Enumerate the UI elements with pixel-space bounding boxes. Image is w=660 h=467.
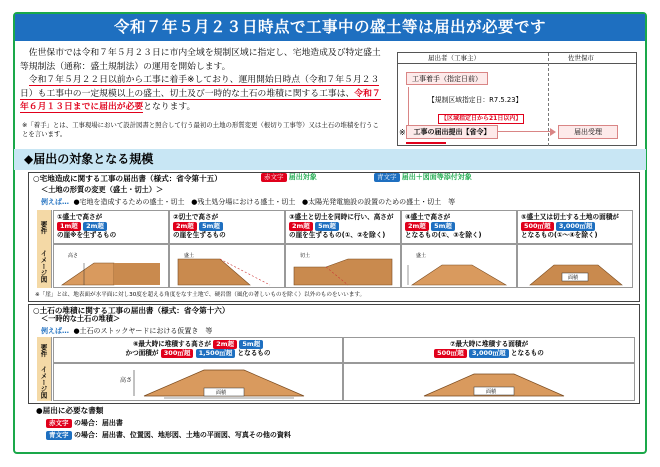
earthwork-label: 盛土 xyxy=(184,253,195,259)
docs-red-text: の場合：届出書 xyxy=(73,419,123,427)
image-cell-1 xyxy=(53,244,169,288)
stockpile-diagram-6 xyxy=(54,364,342,400)
img6-area-label: 面積 xyxy=(216,390,227,396)
earthwork-label: 切土 xyxy=(300,253,311,259)
req7-tail: となるもの xyxy=(510,349,544,357)
req-cell-7 xyxy=(343,337,635,363)
req7-line2 xyxy=(347,349,631,358)
legend-blue xyxy=(374,172,472,182)
form15-panel xyxy=(28,172,640,302)
flow-step-submit: 工事の届出提出【省令】 xyxy=(406,125,498,139)
req-blue-tag: 2m超 xyxy=(83,222,107,231)
row-label-requirement: 要件 xyxy=(37,210,52,244)
intro-p2-lead: 令和７年５月２２日以前から工事に着手※しており、運用開始日時点（令和７年５月２３日）も工事中の一定規模以上の盛土、切土及び一時的な土石の堆積に関する工事は、 xyxy=(20,75,380,99)
req6-tail: となるもの xyxy=(237,349,271,357)
req-cell-2 xyxy=(169,210,285,244)
earthwork-diagram-5 xyxy=(518,245,632,287)
req6-red-height: 2m超 xyxy=(213,340,237,349)
form16-subheading: ＜一時的な土石の堆積＞ xyxy=(41,314,121,323)
earthwork-diagram-4 xyxy=(402,245,516,287)
req-text: ②切土で高さが xyxy=(173,213,219,221)
flow-step-receive: 届出受理 xyxy=(558,125,618,139)
req-tags xyxy=(173,222,281,231)
req7-red: 500㎡超 xyxy=(434,349,467,358)
img7-area-label: 面積 xyxy=(486,389,497,395)
form15-subheading: ＜土地の形質の変更（盛土・切土）＞ xyxy=(41,185,164,194)
req-cell-6 xyxy=(53,337,343,363)
req-tags xyxy=(405,222,513,231)
example-1: ●宅地を造成するための盛土・切土 xyxy=(73,198,185,206)
req-text: ③盛土と切土を同時に行い、高さが xyxy=(289,213,394,221)
earthwork-diagram-1 xyxy=(54,245,168,287)
req6-area-text: かつ面積が xyxy=(125,349,159,357)
form16-examples xyxy=(41,326,212,336)
form15-footnote: ※「崖」とは、地表面が水平面に対し30度を超える角度をなす土地で、硬岩盤（風化の著しいものを除く）以外のものをいいます。 xyxy=(35,292,366,298)
example-2: ●残土処分場における盛土・切土 xyxy=(191,198,296,206)
req-tail: となるもの(①、③を除く) xyxy=(405,231,482,239)
req6-line2 xyxy=(57,349,339,358)
req-tail: となるもの(①～④を除く) xyxy=(521,231,598,239)
intro-p2-tail: となります。 xyxy=(143,102,196,113)
docs-blue-text: の場合：届出書、位置図、地形図、土地の平面図、写真その他の資料 xyxy=(73,431,291,439)
req-tags xyxy=(521,222,629,231)
image-cell-7 xyxy=(343,363,635,401)
flow-mark: ※ xyxy=(399,128,406,137)
req-red-tag: 1m超 xyxy=(57,222,81,231)
example16-lead: 例えば… xyxy=(41,327,69,335)
legend-red-tag: 赤文字 xyxy=(261,173,287,182)
req-blue-tag: 5m超 xyxy=(431,222,455,231)
req6-line1 xyxy=(57,340,339,349)
intro-deadline: 令和７年６月１３日までに届出が必要 xyxy=(20,88,381,113)
req-red-tag: 2m超 xyxy=(173,222,197,231)
flow-underline xyxy=(406,142,446,144)
page-title: 令和７年５月２３日時点で工事中の盛土等は届出が必要です xyxy=(15,14,645,41)
req-text: ①盛土で高さが xyxy=(57,213,103,221)
docs-blue-tag: 青文字 xyxy=(46,431,72,440)
req-tags xyxy=(57,222,165,231)
flow-divider xyxy=(548,53,549,146)
docs-red-line xyxy=(46,418,123,428)
flow-diagram xyxy=(397,52,637,146)
row16-label-requirement: 要件 xyxy=(37,337,52,363)
flow-step-start: 工事着手（指定日前） xyxy=(406,72,488,85)
form16-panel xyxy=(28,304,640,404)
req-tail: の崖を生ずるもの(①、②を除く) xyxy=(289,231,386,239)
flow-arrow-head xyxy=(550,128,556,136)
image-cell-2 xyxy=(169,244,285,288)
req-cell-5 xyxy=(517,210,633,244)
legend-blue-tag: 青文字 xyxy=(374,173,400,182)
earthwork-label: 盛土 xyxy=(416,253,427,259)
legend-blue-label: 届出＋図面等添付対象 xyxy=(401,173,472,181)
req7-blue: 3,000㎡超 xyxy=(469,349,509,358)
req-text: ⑤盛土又は切土する土地の面積が xyxy=(521,213,619,221)
flow-designation: 【規制区域指定日：R7.5.23】 xyxy=(428,96,523,104)
form15-heading: ○宅地造成に関する工事の届出書（様式：省令第十五） xyxy=(33,174,222,183)
docs-red-tag: 赤文字 xyxy=(46,419,72,428)
req-red-tag: 2m超 xyxy=(289,222,313,231)
req-tail: の崖を生ずるもの xyxy=(173,231,226,239)
img6-height-label: 高さ xyxy=(120,377,133,384)
legend-red-label: 届出対象 xyxy=(288,173,317,181)
earthwork-label: 高さ xyxy=(68,253,79,259)
req6-red-area: 300㎡超 xyxy=(161,349,194,358)
flow-col-city: 佐世保市 xyxy=(568,54,594,62)
docs-heading: ●届出に必要な書類 xyxy=(36,406,104,415)
req-tail: の崖※を生ずるもの xyxy=(57,231,117,239)
stockpile-diagram-7 xyxy=(344,364,634,400)
row16-label-image: イメージ図 xyxy=(37,363,52,401)
req-red-tag: 2m超 xyxy=(405,222,429,231)
req-blue-tag: 5m超 xyxy=(315,222,339,231)
earthwork-diagram-2 xyxy=(170,245,284,287)
flow-col-applicant: 届出者（工事主） xyxy=(428,54,480,62)
form16-heading: ○土石の堆積に関する工事の届出書（様式：省令第十六） xyxy=(33,306,230,315)
example-3: ●太陽光発電施設の設置のための盛土・切土 等 xyxy=(302,198,456,206)
intro-note: ※「着手」とは、工事現場において設計図書と照合して行う最初の土地の形質変更（根切り工事等）又は土石の堆積を行うことを言います。 xyxy=(22,121,379,138)
image-cell-3 xyxy=(285,244,401,288)
form15-examples xyxy=(41,197,455,207)
req-red-tag: 500㎡超 xyxy=(521,222,554,231)
image-cell-4 xyxy=(401,244,517,288)
intro-paragraph-2 xyxy=(20,74,388,115)
flow-arrow xyxy=(498,131,554,132)
earthwork-diagram-3 xyxy=(286,245,400,287)
flow-header xyxy=(398,53,636,64)
req6-blue-area: 1,500㎡超 xyxy=(196,349,236,358)
req-blue-tag: 3,000㎡超 xyxy=(556,222,596,231)
req-blue-tag: 5m超 xyxy=(199,222,223,231)
example-lead: 例えば… xyxy=(41,198,69,206)
req-cell-1 xyxy=(53,210,169,244)
intro-text xyxy=(20,47,388,115)
row-label-image: イメージ図 xyxy=(37,244,52,288)
flow-deadline: 【区域指定日から21日以内】 xyxy=(438,114,524,124)
intro-paragraph-1: 佐世保市では令和７年５月２３日に市内全域を規制区域に指定し、宅地造成及び特定盛土等規制法（通称：盛土規制法）の運用を開始します。 xyxy=(20,48,381,72)
section-heading: ◆届出の対象となる規模 xyxy=(14,149,646,170)
req-cell-3 xyxy=(285,210,401,244)
image-cell-5 xyxy=(517,244,633,288)
image-cell-6 xyxy=(53,363,343,401)
req6-text: ⑥最大時に堆積する高さが xyxy=(132,340,211,348)
earthwork-label: 面積 xyxy=(568,275,579,281)
req6-blue-height: 5m超 xyxy=(239,340,263,349)
legend-red xyxy=(261,172,317,182)
req-cell-4 xyxy=(401,210,517,244)
docs-blue-line xyxy=(46,430,291,440)
req-tags xyxy=(289,222,397,231)
req7-text: ⑦最大時に堆積する面積が xyxy=(449,340,529,348)
req-text: ④盛土で高さが xyxy=(405,213,451,221)
example16-1: ●土石のストックヤードにおける仮置き 等 xyxy=(73,327,213,335)
